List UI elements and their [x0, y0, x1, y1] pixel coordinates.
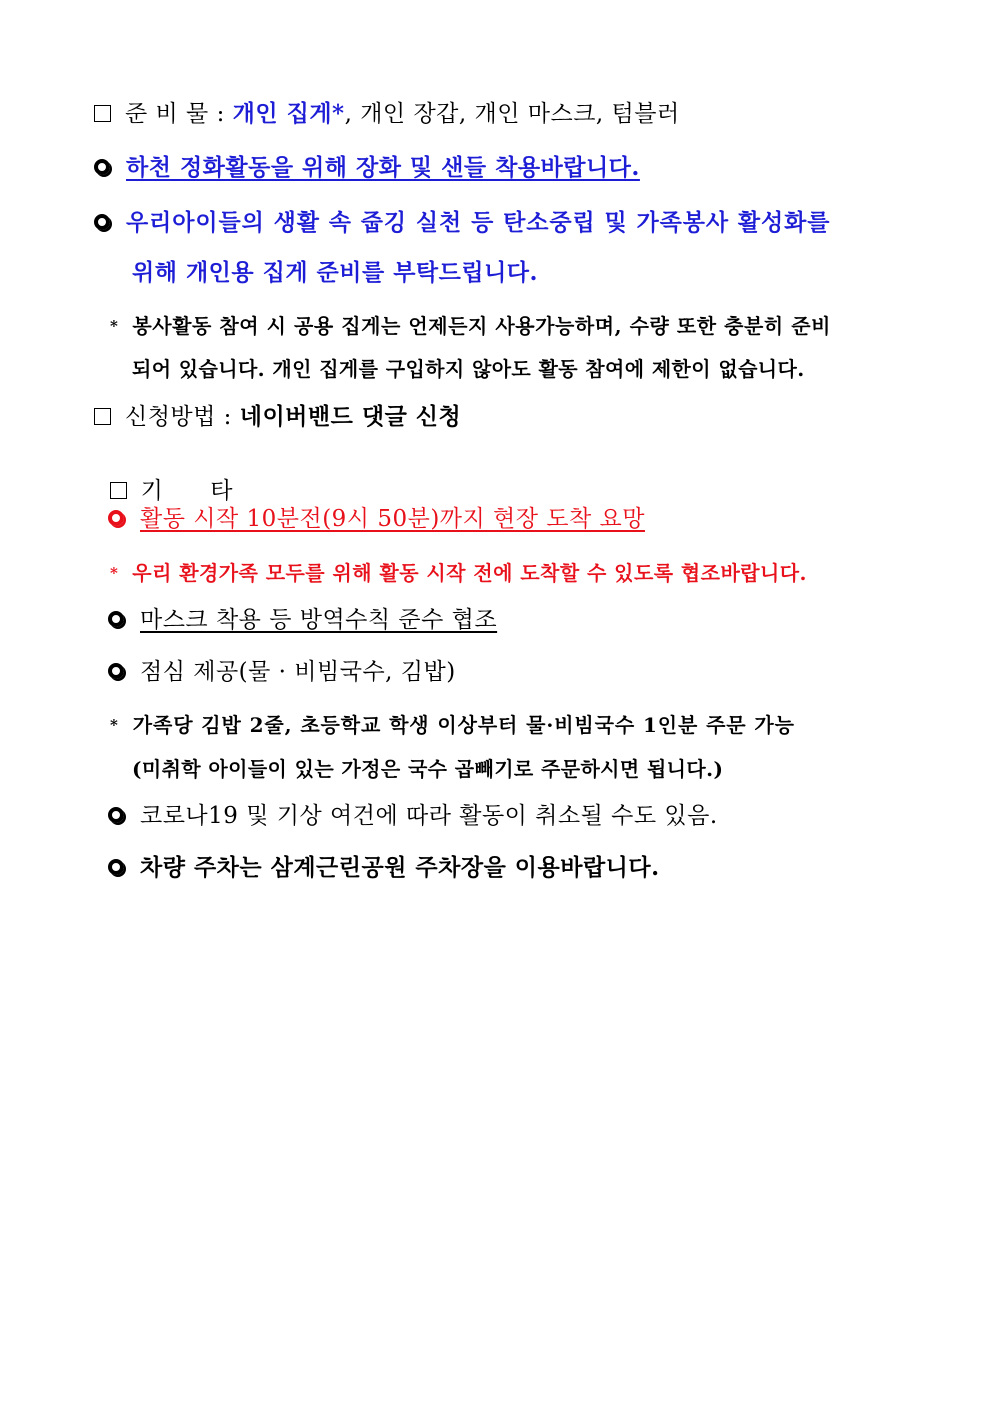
note-shared-tongs-text2: 되어 있습니다. 개인 집게를 구입하지 않아도 활동 참여에 제한이 없습니다. — [132, 357, 805, 381]
mask-text: 마스크 착용 등 방역수칙 준수 협조 — [140, 607, 498, 633]
prep-rest: , 개인 장갑, 개인 마스크, 텀블러 — [344, 101, 680, 127]
apply-label: 신청방법 : — [125, 404, 232, 430]
notice-tongs-text1: 우리아이들의 생활 속 줍깅 실천 등 탄소중립 및 가족봉사 활성화를 — [126, 209, 831, 236]
circle-bullet-icon — [108, 510, 124, 526]
parking-text: 차량 주차는 삼계근린공원 주차장을 이용바랍니다. — [140, 854, 660, 881]
apply-line — [94, 405, 461, 429]
cancel-line — [108, 805, 718, 828]
notice-tongs-line2 — [132, 261, 538, 285]
circle-bullet-icon — [108, 807, 124, 823]
checkbox-icon — [94, 408, 111, 425]
etc-heading — [94, 457, 233, 503]
lunch-note-text2: (미취학 아이들이 있는 가정은 국수 곱빼기로 주문하시면 됩니다.) — [132, 757, 724, 781]
notice-tongs-text2: 위해 개인용 집게 준비를 부탁드립니다. — [132, 259, 539, 286]
arrive-line — [108, 508, 645, 531]
lunch-note-text1: 가족당 김밥 2줄, 초등학교 학생 이상부터 물·비빔국수 1인분 주문 가능 — [132, 713, 795, 737]
circle-bullet-icon — [94, 159, 110, 175]
checkbox-icon — [110, 482, 127, 499]
cancel-text: 코로나19 및 기상 여건에 따라 활동이 취소될 수도 있음. — [140, 803, 718, 829]
asterisk-icon: * — [110, 317, 119, 335]
mask-line — [108, 609, 497, 632]
note-shared-tongs-line2 — [132, 359, 805, 379]
etc-label: 기 타 — [140, 478, 233, 504]
parking-line — [108, 856, 660, 879]
circle-bullet-icon — [94, 214, 110, 230]
prep-line — [94, 102, 680, 126]
apply-value: 네이버밴드 댓글 신청 — [239, 403, 462, 430]
arrive-text: 활동 시작 10분전(9시 50분)까지 현장 도착 요망 — [140, 506, 645, 532]
arrive-note-line — [110, 563, 807, 583]
lunch-note-line1 — [110, 715, 795, 735]
asterisk-icon: * — [110, 564, 119, 582]
arrive-note-text: 우리 환경가족 모두를 위해 활동 시작 전에 도착할 수 있도록 협조바랍니다. — [132, 561, 807, 585]
notice-boots-line — [94, 156, 640, 180]
prep-highlight: 개인 집게* — [232, 100, 345, 127]
lunch-note-line2 — [132, 759, 723, 779]
notice-tongs-line1 — [94, 211, 830, 235]
checkbox-icon — [94, 105, 111, 122]
note-shared-tongs-text1: 봉사활동 참여 시 공용 집게는 언제든지 사용가능하며, 수량 또한 충분히 준비 — [132, 314, 832, 338]
note-shared-tongs-line1 — [110, 316, 831, 336]
circle-bullet-icon — [108, 663, 124, 679]
lunch-line — [108, 661, 456, 684]
circle-bullet-icon — [108, 611, 124, 627]
circle-bullet-icon — [108, 859, 124, 875]
lunch-text: 점심 제공(물 · 비빔국수, 김밥) — [140, 659, 456, 685]
prep-label: 준 비 물 : — [125, 101, 225, 127]
notice-boots: 하천 정화활동을 위해 장화 및 샌들 착용바랍니다. — [126, 154, 640, 181]
asterisk-icon: * — [110, 716, 119, 734]
